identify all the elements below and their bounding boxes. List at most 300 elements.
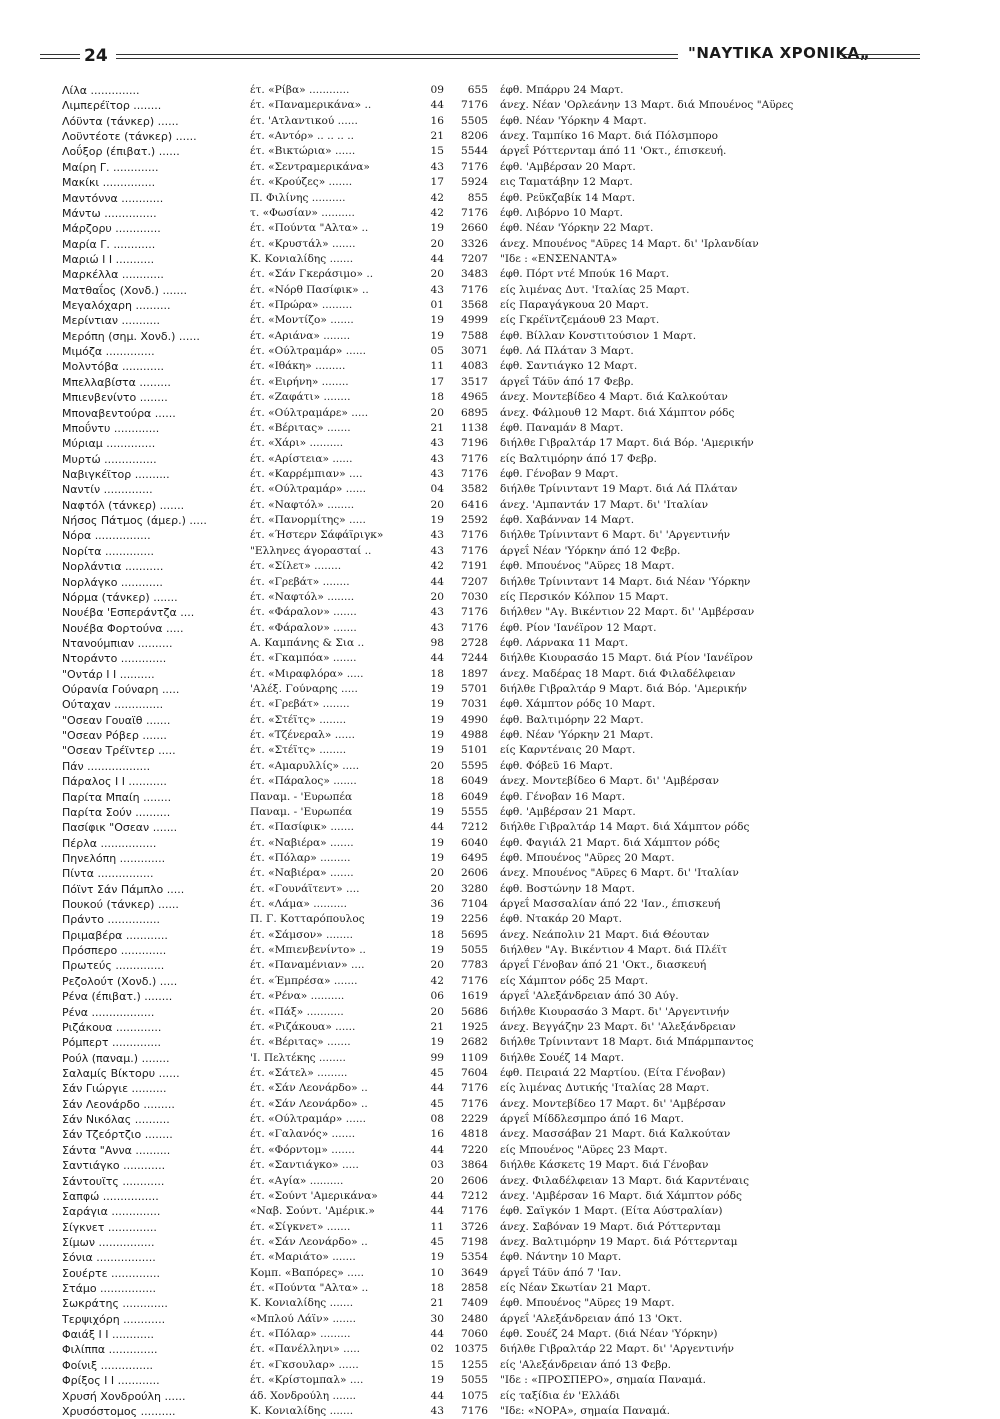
table-row: [62, 1266, 922, 1281]
movement-status: είς Καρντέναις 20 Μαρτ.: [500, 744, 636, 757]
tonnage: 1619: [461, 990, 488, 1003]
ship-name: Σαλαμίς Βίκτορυ ......: [62, 1067, 180, 1080]
build-year: 44: [430, 1082, 444, 1095]
build-year: 19: [430, 1374, 444, 1387]
owner-agent: έτ. «Κρίστομπαλ» ....: [250, 1374, 364, 1387]
movement-status: άνεχ. Μοντεβίδεο 4 Μαρτ. διά Καλκούταν: [500, 391, 728, 404]
ship-name: Φρίξος Ι Ι ............: [62, 1374, 160, 1388]
ship-name: Παρίτα Μπαίη ........: [62, 790, 172, 804]
table-row: [62, 114, 922, 129]
ship-name: Ρεζολούτ (Χονδ.) .....: [62, 974, 178, 988]
ship-name: Μαριώ Ι Ι ...........: [62, 252, 155, 266]
owner-agent: έτ. 'Ατλαντικού ......: [250, 114, 358, 127]
table-row: [62, 774, 922, 789]
owner-agent: έτ. «Βέριτας» .......: [250, 421, 351, 434]
tonnage: 5055: [461, 1374, 488, 1387]
ship-name: Μποναβεντούρα ......: [62, 406, 176, 420]
table-row: [62, 1220, 922, 1235]
movement-status: άργεΐ Μίδδλεσμπρο άπό 16 Μαρτ.: [500, 1113, 684, 1126]
tonnage: 2606: [461, 867, 488, 880]
tonnage: 4990: [461, 713, 488, 726]
build-year: 20: [430, 237, 444, 250]
table-row: [62, 329, 922, 344]
owner-agent: έτ. «Μαριάτο» .......: [250, 1251, 356, 1264]
owner-agent: έτ. «Γαλανός» .......: [250, 1128, 356, 1141]
owner-agent: έτ. «Φάραλον» .......: [250, 606, 357, 619]
build-year: 20: [430, 406, 444, 419]
movement-status: έφθ. Νέαν 'Υόρκην 21 Μαρτ.: [500, 729, 654, 742]
movement-status: άνεχ. Μοντεβίδεο 17 Μαρτ. δι' 'Αμβέρσαν: [500, 1097, 726, 1110]
owner-agent: τ. «Φωσίαν» ..........: [250, 206, 355, 219]
tonnage: 4818: [461, 1128, 488, 1141]
table-row: [62, 1204, 922, 1219]
movement-status: είς ταξίδια έν 'Ελλάδι: [500, 1389, 621, 1402]
table-row: [62, 528, 922, 543]
table-row: [62, 1373, 922, 1388]
tonnage: 6049: [461, 790, 488, 803]
table-row: [62, 1066, 922, 1081]
movement-status: διήλθεν "Αγ. Βικέντιον 4 Μαρτ. διά Πλέϊτ: [500, 944, 727, 957]
tonnage: 2229: [461, 1113, 488, 1126]
ship-name: Χρυσή Χονδρούλη ......: [62, 1389, 186, 1403]
ship-name: Πίντα ................: [62, 867, 154, 881]
header-rule: [116, 54, 678, 55]
owner-agent: έτ. «Κρυστάλ» .......: [250, 237, 356, 250]
table-row: [62, 1051, 922, 1066]
tonnage: 3726: [461, 1220, 488, 1233]
owner-agent: 'Ι. Πελτέκης ........: [250, 1051, 346, 1064]
owner-agent: έτ. «Σάν Λεονάρδο» ..: [250, 1235, 368, 1248]
ship-name: Μαίρη Γ. .............: [62, 160, 159, 174]
owner-agent: έτ. «Νόρθ Πασίφικ» ..: [250, 283, 369, 296]
table-row: [62, 283, 922, 298]
tonnage: 5544: [461, 145, 488, 158]
ship-name: Ναβιγκέϊτορ ..........: [62, 467, 170, 481]
movement-status: έφθ. Νέαν 'Υόρκην 22 Μαρτ.: [500, 222, 654, 235]
owner-agent: Α. Καμπάνης & Σια ..: [250, 636, 365, 649]
tonnage: 7176: [461, 974, 488, 987]
build-year: 05: [430, 345, 444, 358]
tonnage: 7176: [461, 283, 488, 296]
table-row: [62, 1081, 922, 1096]
movement-status: έφθ. Νέαν 'Υόρκην 4 Μαρτ.: [500, 114, 647, 127]
tonnage: 7176: [461, 1404, 488, 1417]
build-year: 19: [430, 1251, 444, 1264]
build-year: 09: [430, 84, 444, 96]
ship-name: Πασίφικ "Οσεαν .......: [62, 821, 178, 835]
tonnage: 7104: [461, 898, 488, 911]
build-year: 44: [430, 1205, 444, 1218]
build-year: 19: [430, 851, 444, 864]
tonnage: 655: [467, 84, 488, 96]
owner-agent: έτ. «Ρίβα» ............: [250, 84, 350, 96]
ship-name: Μερίντιαν ...........: [62, 314, 160, 328]
ship-name: Νουέβα 'Εσπεράντζα ....: [62, 606, 195, 620]
table-row: [62, 559, 922, 574]
table-row: [62, 359, 922, 374]
table-row: [62, 1250, 922, 1265]
build-year: 19: [430, 683, 444, 696]
tonnage: 7588: [461, 329, 488, 342]
movement-status: διήλθε Σουέζ 14 Μαρτ.: [500, 1051, 625, 1064]
table-row: [62, 237, 922, 252]
tonnage: 5924: [461, 176, 488, 189]
movement-status: άνεχ. 'Αμπαντάν 17 Μαρτ. δι' 'Ιταλίαν: [500, 498, 709, 511]
owner-agent: έτ. «Σάν Λεονάρδο» ..: [250, 1082, 368, 1095]
page-header: [40, 44, 920, 74]
movement-status: έφθ. Πόρτ ντέ Μπούκ 16 Μαρτ.: [500, 268, 670, 281]
tonnage: 5686: [461, 1005, 488, 1018]
tonnage: 7212: [461, 821, 488, 834]
movement-status: έφθ. Γένοβαν 16 Μαρτ.: [500, 790, 626, 803]
table-row: [62, 790, 922, 805]
movement-status: άνεχ. Φάλμουθ 12 Μαρτ. διά Χάμπτον ρόδς: [500, 406, 735, 419]
build-year: 43: [430, 452, 444, 465]
ship-movements-table: [62, 83, 922, 1419]
ship-name: Πρόσπερο .............: [62, 944, 167, 958]
owner-agent: «Ναβ. Σούντ. 'Αμέρικ.»: [250, 1205, 375, 1218]
build-year: 44: [430, 1189, 444, 1202]
table-row: [62, 820, 922, 835]
tonnage: 5055: [461, 944, 488, 957]
tonnage: 7196: [461, 437, 488, 450]
build-year: 06: [430, 990, 444, 1003]
movement-status: είς Περσικόν Κόλπον 15 Μαρτ.: [500, 590, 669, 603]
owner-agent: έτ. «Ζαφάτι» ........: [250, 391, 351, 404]
table-row: [62, 836, 922, 851]
build-year: 15: [430, 1358, 444, 1371]
owner-agent: Παναμ. - 'Ευρωπέα: [250, 790, 353, 803]
tonnage: 2682: [461, 1036, 488, 1049]
build-year: 20: [430, 867, 444, 880]
table-row: [62, 866, 922, 881]
tonnage: 7060: [461, 1328, 488, 1341]
build-year: 18: [430, 667, 444, 680]
owner-agent: έτ. «Πασίφικ» .......: [250, 821, 354, 834]
tonnage: 4965: [461, 391, 488, 404]
table-row: [62, 1296, 922, 1311]
build-year: 19: [430, 514, 444, 527]
table-row: [62, 1281, 922, 1296]
build-year: 98: [430, 636, 444, 649]
tonnage: 855: [467, 191, 488, 204]
table-row: [62, 1235, 922, 1250]
ship-name: Ρόμπερτ ..............: [62, 1036, 161, 1050]
movement-status: άνεχ. Νεάπολιν 21 Μαρτ. διά Θέουταν: [500, 928, 710, 941]
owner-agent: έτ. «Ήστερν Σάφάϊριγκ»: [250, 529, 384, 542]
owner-agent: έτ. «Στέϊτς» ........: [250, 744, 347, 757]
tonnage: 3582: [461, 483, 488, 496]
owner-agent: έτ. «Πρώρα» .........: [250, 299, 353, 312]
tonnage: 5505: [461, 114, 488, 127]
build-year: 45: [430, 1235, 444, 1248]
tonnage: 7176: [461, 544, 488, 557]
table-row: [62, 1112, 922, 1127]
owner-agent: έτ. «Αρίστεια» ......: [250, 452, 353, 465]
tonnage: 1255: [461, 1358, 488, 1371]
movement-status: έφθ. Λά Πλάταν 3 Μαρτ.: [500, 345, 634, 358]
tonnage: 3483: [461, 268, 488, 281]
tonnage: 4083: [461, 360, 488, 373]
table-row: [62, 1327, 922, 1342]
movement-status: άνεχ. Βαλτιμόρην 19 Μαρτ. διά Ρόττερνταμ: [500, 1235, 738, 1248]
movement-status: διήλθε Κάσκετς 19 Μαρτ. διά Γένοβαν: [500, 1159, 709, 1172]
ship-name: Ρούλ (παναμ.) ........: [62, 1051, 170, 1065]
owner-agent: έτ. «Γουνάϊτεντ» ....: [250, 882, 360, 895]
ship-name: Μιμόζα ..............: [62, 345, 155, 359]
ship-name: Νορίτα ..............: [62, 544, 154, 558]
movement-status: άνεχ. Μασσάβαν 21 Μαρτ. διά Καλκούταν: [500, 1128, 731, 1141]
owner-agent: έτ. «Αγία» ..........: [250, 1174, 344, 1187]
build-year: 18: [430, 928, 444, 941]
build-year: 19: [430, 314, 444, 327]
table-row: [62, 1143, 922, 1158]
movement-status: άνεχ. Σαβόναν 19 Μαρτ. διά Ρόττερνταμ: [500, 1220, 721, 1233]
build-year: 43: [430, 437, 444, 450]
ship-name: Πράντο ...............: [62, 913, 160, 927]
build-year: 36: [430, 898, 444, 911]
table-row: [62, 390, 922, 405]
movement-status: "Ιδε : «ΕΝΣΕΝΑΝΤΑ»: [500, 252, 618, 265]
build-year: 04: [430, 483, 444, 496]
header-rule: [840, 58, 920, 59]
table-row: [62, 1358, 922, 1373]
movement-status: διήλθε Τρίνινταντ 6 Μαρτ. δι' 'Αργεντινήν: [500, 529, 731, 542]
tonnage: 3568: [461, 299, 488, 312]
tonnage: 8206: [461, 130, 488, 143]
build-year: 16: [430, 114, 444, 127]
table-row: [62, 882, 922, 897]
tonnage: 1925: [461, 1020, 488, 1033]
tonnage: 4999: [461, 314, 488, 327]
table-row: [62, 1389, 922, 1404]
build-year: 20: [430, 590, 444, 603]
ship-name: Μαρία Γ. ............: [62, 237, 156, 251]
ship-name: Μαρκέλλα ............: [62, 268, 164, 282]
movement-status: άργεΐ Τάϋν άπό 17 Φεβρ.: [500, 375, 634, 388]
build-year: 20: [430, 882, 444, 895]
tonnage: 5354: [461, 1251, 488, 1264]
owner-agent: Κομπ. «Βαπόρες» .....: [250, 1266, 364, 1279]
build-year: 20: [430, 959, 444, 972]
movement-status: είς Παραγάγκουα 20 Μαρτ.: [500, 299, 649, 312]
ship-name: Μπελλαβίστα .........: [62, 375, 171, 389]
owner-agent: έτ. «Μοντίζο» .......: [250, 314, 354, 327]
movement-status: έφθ. Μπουένος "Αϋρες 19 Μαρτ.: [500, 1297, 675, 1310]
ship-name: Σωκράτης .............: [62, 1297, 168, 1311]
table-row: [62, 1097, 922, 1112]
owner-agent: έτ. «Γκσουλαρ» ......: [250, 1358, 359, 1371]
owner-agent: έτ. «Χάρι» ..........: [250, 437, 344, 450]
ship-name: "Οσεαν Ρόβερ .......: [62, 729, 167, 743]
table-row: [62, 498, 922, 513]
table-row: [62, 267, 922, 282]
tonnage: 6495: [461, 851, 488, 864]
owner-agent: έτ. «Ειρήνη» ........: [250, 375, 349, 388]
table-row: [62, 851, 922, 866]
movement-status: άργεΐ 'Αλεξάνδρειαν άπό 13 'Οκτ.: [500, 1312, 683, 1325]
build-year: 19: [430, 944, 444, 957]
owner-agent: έτ. «Κρούζες» .......: [250, 176, 353, 189]
ship-name: Σάν Νικόλας ..........: [62, 1113, 170, 1127]
movement-status: διήλθε Κιουρασάο 15 Μαρτ. διά Ρίον 'Ιανέϊρον: [500, 652, 753, 665]
ship-name: Σίμων ................: [62, 1235, 155, 1249]
ship-name: Μολντόβα ............: [62, 360, 164, 374]
table-row: [62, 513, 922, 528]
table-row: [62, 1020, 922, 1035]
build-year: 20: [430, 759, 444, 772]
ship-name: Ντανούμπιαν ..........: [62, 636, 173, 650]
table-row: [62, 667, 922, 682]
ship-name: "Οσεαν Γουαϊθ .......: [62, 713, 171, 727]
build-year: 43: [430, 621, 444, 634]
ship-name: Ναντίν ..............: [62, 483, 153, 497]
tonnage: 3280: [461, 882, 488, 895]
ship-name: Ρένα ..................: [62, 1005, 155, 1019]
build-year: 43: [430, 160, 444, 173]
owner-agent: έτ. «Ούλτραμάρε» .....: [250, 406, 369, 419]
table-row: [62, 743, 922, 758]
owner-agent: άδ. Χονδρούλη .......: [250, 1389, 357, 1402]
tonnage: 2480: [461, 1312, 488, 1325]
movement-status: διήλθεν "Αγ. Βικέντιον 22 Μαρτ. δι' 'Αμβέρσαν: [500, 606, 755, 619]
movement-status: έφθ. Βοστώνην 18 Μαρτ.: [500, 882, 635, 895]
ship-name: Λόϋντα (τάνκερ) ......: [62, 114, 179, 128]
table-row: [62, 98, 922, 113]
table-row: [62, 621, 922, 636]
movement-status: έφθ. Νάντην 10 Μαρτ.: [500, 1251, 622, 1264]
tonnage: 2592: [461, 514, 488, 527]
build-year: 43: [430, 544, 444, 557]
tonnage: 7031: [461, 698, 488, 711]
ship-name: Μάρζορυ .............: [62, 222, 161, 236]
table-row: [62, 682, 922, 697]
owner-agent: έτ. «Παναμερικάνα» ..: [250, 99, 372, 112]
build-year: 19: [430, 729, 444, 742]
build-year: 19: [430, 744, 444, 757]
ship-name: Σόνια .................: [62, 1251, 156, 1265]
movement-status: έφθ. Βίλλαν Κονστιτούσιον 1 Μαρτ.: [500, 329, 697, 342]
table-row: [62, 1189, 922, 1204]
build-year: 44: [430, 99, 444, 112]
movement-status: έφθ. Σουέζ 24 Μαρτ. (διά Νέαν 'Υόρκην): [500, 1328, 718, 1341]
owner-agent: έτ. «Ναφτόλ» ........: [250, 498, 355, 511]
owner-agent: έτ. «Γκαμπόα» .......: [250, 652, 357, 665]
ship-name: Πάν ..................: [62, 759, 151, 773]
tonnage: 7030: [461, 590, 488, 603]
tonnage: 6049: [461, 775, 488, 788]
owner-agent: έτ. «Ρένα» ..........: [250, 990, 345, 1003]
owner-agent: Παναμ. - 'Ευρωπέα: [250, 805, 353, 818]
table-row: [62, 482, 922, 497]
ship-name: Λιμπερέϊτορ ........: [62, 99, 162, 113]
movement-status: έφθ. Μπουένος "Αϋρες 20 Μαρτ.: [500, 851, 675, 864]
header-rule: [40, 54, 80, 55]
build-year: 42: [430, 974, 444, 987]
movement-status: διήλθε Γιβραλτάρ 22 Μαρτ. δι' 'Αργεντινήν: [500, 1343, 734, 1356]
owner-agent: έτ. «Σάν Λεονάρδο» ..: [250, 1097, 368, 1110]
movement-status: άνεχ. Νέαν 'Ορλεάνην 13 Μαρτ. διά Μπουένος "Αϋρες: [500, 99, 794, 112]
tonnage: 2858: [461, 1282, 488, 1295]
table-row: [62, 175, 922, 190]
tonnage: 7212: [461, 1189, 488, 1202]
owner-agent: έτ. «Πούντα "Αλτα» ..: [250, 222, 369, 235]
ship-name: Σαντιάγκο ............: [62, 1159, 166, 1173]
ship-name: Πριμαβέρα ............: [62, 928, 168, 942]
tonnage: 5595: [461, 759, 488, 772]
movement-status: άνεχ. Μοντεβίδεο 6 Μαρτ. δι' 'Αμβέρσαν: [500, 775, 719, 788]
movement-status: έφθ. Μπάρρυ 24 Μαρτ.: [500, 84, 624, 96]
movement-status: έφθ. Παναμάν 8 Μαρτ.: [500, 421, 624, 434]
tonnage: 10375: [454, 1343, 488, 1356]
build-year: 19: [430, 713, 444, 726]
tonnage: 7176: [461, 206, 488, 219]
table-row: [62, 221, 922, 236]
build-year: 19: [430, 329, 444, 342]
build-year: 16: [430, 1128, 444, 1141]
table-row: [62, 206, 922, 221]
owner-agent: έτ. «Σίγκνετ» .......: [250, 1220, 351, 1233]
ship-name: "Οσεαν Τρέϊντερ .....: [62, 744, 176, 758]
tonnage: 7176: [461, 621, 488, 634]
owner-agent: έτ. «Ούλτραμάρ» ......: [250, 1113, 366, 1126]
table-row: [62, 958, 922, 973]
build-year: 10: [430, 1266, 444, 1279]
owner-agent: έτ. «Καρρέμπιαν» ....: [250, 467, 363, 480]
movement-status: άνεχ. Μπουένος "Αϋρες 6 Μαρτ. δι' 'Ιταλίαν: [500, 867, 739, 880]
owner-agent: έτ. «Ιθάκη» .........: [250, 360, 346, 373]
table-row: [62, 1312, 922, 1327]
owner-agent: Κ. Κονιαλίδης .......: [250, 1297, 354, 1310]
table-row: [62, 651, 922, 666]
ship-name: Ματθαΐος (Χονδ.) .......: [62, 283, 187, 297]
table-row: [62, 252, 922, 267]
build-year: 43: [430, 606, 444, 619]
table-row: [62, 605, 922, 620]
build-year: 44: [430, 821, 444, 834]
ship-name: Σάντουϊτς ............: [62, 1174, 165, 1188]
build-year: 18: [430, 775, 444, 788]
table-row: [62, 298, 922, 313]
owner-agent: έτ. «Φάραλον» .......: [250, 621, 357, 634]
page-number: 24: [84, 46, 108, 66]
ship-name: Μάντω ...............: [62, 206, 157, 220]
table-row: [62, 344, 922, 359]
movement-status: διήλθε Γιβραλτάρ 14 Μαρτ. διά Χάμπτον ρόδς: [500, 821, 750, 834]
owner-agent: έτ. «Ναβιέρα» .......: [250, 836, 354, 849]
table-row: [62, 759, 922, 774]
table-row: [62, 313, 922, 328]
tonnage: 7207: [461, 252, 488, 265]
owner-agent: έτ. «Πανορμίτης» .....: [250, 514, 366, 527]
ship-name: Στάμο ................: [62, 1282, 156, 1296]
movement-status: διήλθε Γιβραλτάρ 9 Μαρτ. διά Βόρ. 'Αμερικήν: [500, 683, 747, 696]
table-row: [62, 406, 922, 421]
movement-status: άνεχ. Ταμπίκο 16 Μαρτ. διά Πόλσμπορο: [500, 130, 718, 143]
ship-name: Πηνελόπη .............: [62, 851, 166, 865]
ship-name: Χρυσόστομος ..........: [62, 1404, 176, 1418]
movement-status: είς Βαλτιμόρην άπό 17 Φεβρ.: [500, 452, 657, 465]
tonnage: 1075: [461, 1389, 488, 1402]
movement-status: έφθ. Ντακάρ 20 Μαρτ.: [500, 913, 622, 926]
build-year: 44: [430, 1143, 444, 1156]
table-row: [62, 897, 922, 912]
ship-name: Σουέρτε ..............: [62, 1266, 160, 1280]
tonnage: 1138: [461, 421, 488, 434]
owner-agent: έτ. «Αμαρυλλίς» .....: [250, 759, 360, 772]
table-row: [62, 974, 922, 989]
tonnage: 7176: [461, 99, 488, 112]
